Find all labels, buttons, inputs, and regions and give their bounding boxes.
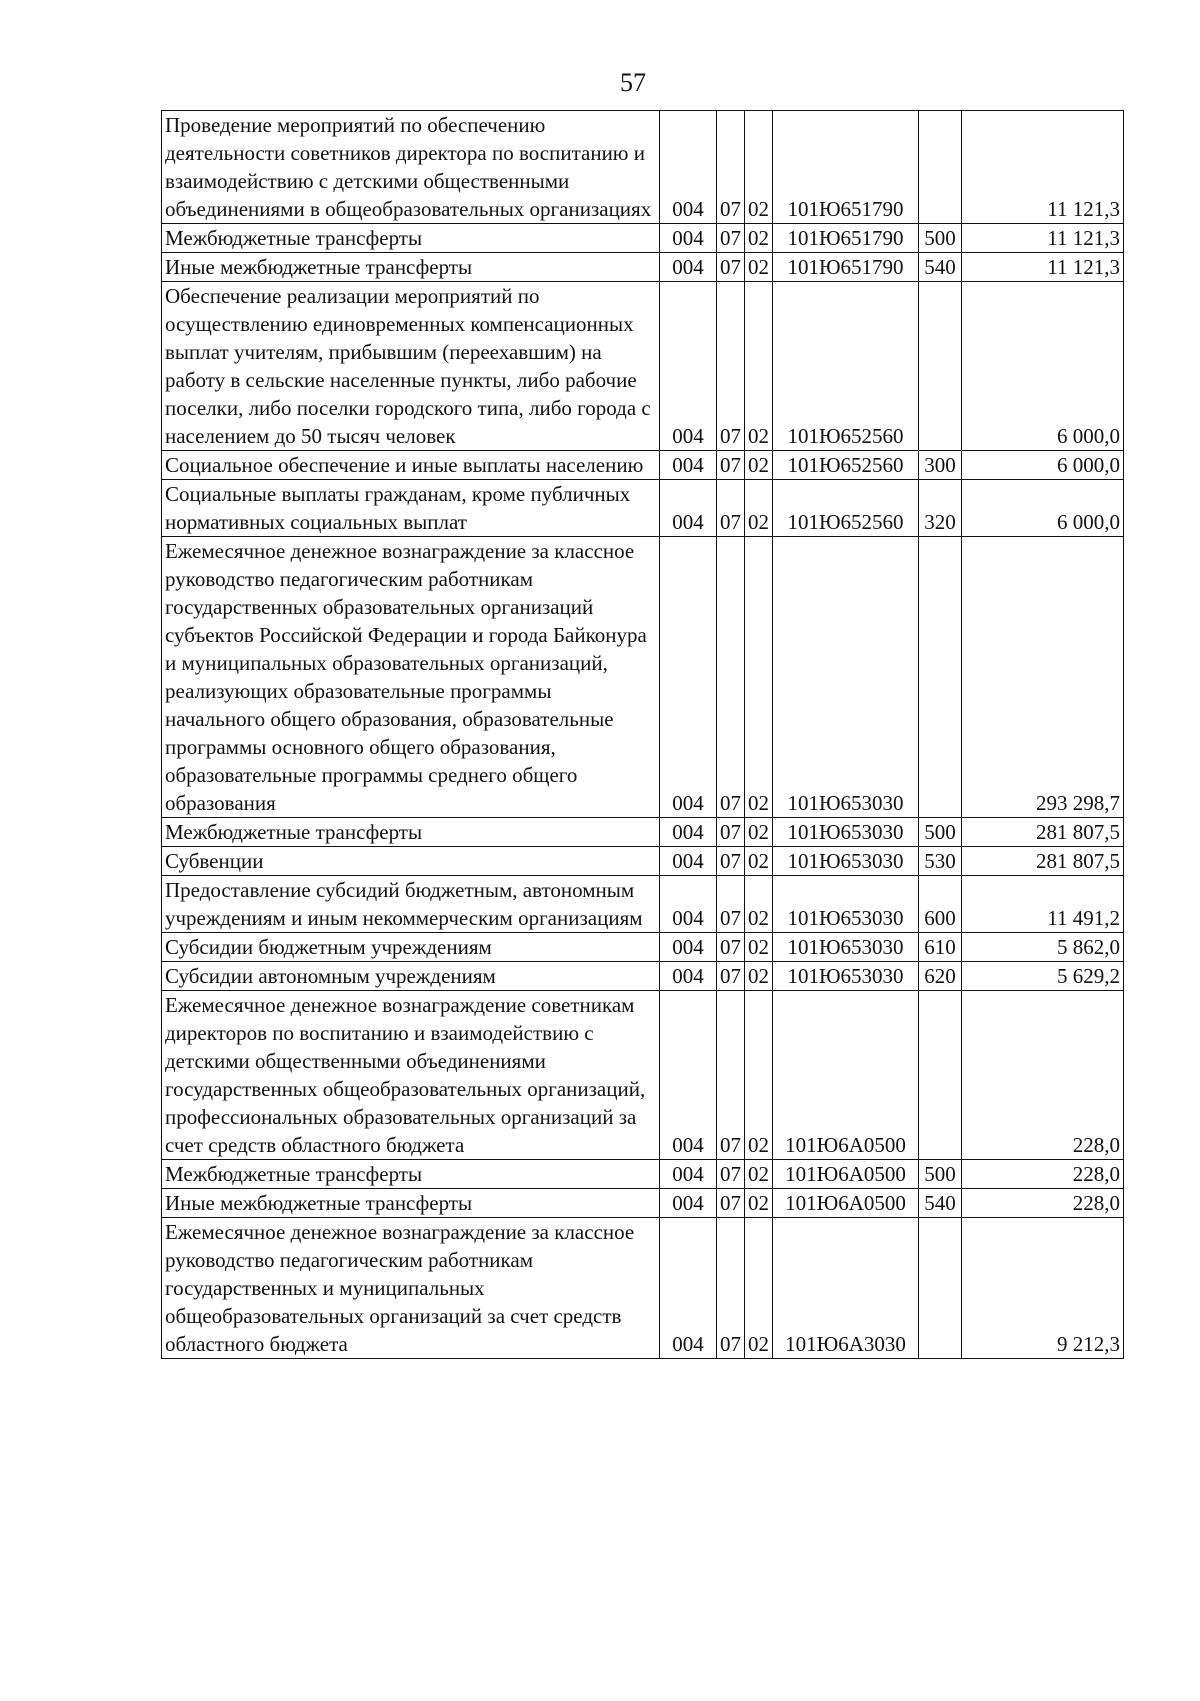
expense-type-code-cell: 540 <box>919 253 962 282</box>
target-article-code-cell: 101Ю653030 <box>773 847 919 876</box>
section-code-cell: 07 <box>717 451 745 480</box>
amount-cell: 11 491,2 <box>962 876 1124 933</box>
section-code-cell: 07 <box>717 991 745 1160</box>
subsection-code-cell: 02 <box>745 818 773 847</box>
section-code-cell: 07 <box>717 818 745 847</box>
expense-name-cell: Проведение мероприятий по обеспечению деятельности советников директора по воспитанию и взаимодействию с детскими общественными объединениями в общеобразовательных организациях <box>162 111 660 224</box>
table-row <box>162 991 1124 1160</box>
amount-cell: 6 000,0 <box>962 451 1124 480</box>
expense-type-code-cell <box>919 111 962 224</box>
table-row <box>162 1218 1124 1359</box>
expense-type-code-cell <box>919 1218 962 1359</box>
table-row <box>162 962 1124 991</box>
ministry-code-cell: 004 <box>660 962 717 991</box>
ministry-code-cell: 004 <box>660 1189 717 1218</box>
expense-type-code-cell: 300 <box>919 451 962 480</box>
expense-type-code-cell: 500 <box>919 818 962 847</box>
table-row <box>162 224 1124 253</box>
section-code-cell: 07 <box>717 962 745 991</box>
ministry-code-cell: 004 <box>660 282 717 451</box>
amount-cell: 11 121,3 <box>962 253 1124 282</box>
subsection-code-cell: 02 <box>745 1218 773 1359</box>
ministry-code-cell: 004 <box>660 111 717 224</box>
table-row <box>162 253 1124 282</box>
target-article-code-cell: 101Ю653030 <box>773 537 919 818</box>
expense-name-cell: Иные межбюджетные трансферты <box>162 1189 660 1218</box>
target-article-code-cell: 101Ю651790 <box>773 253 919 282</box>
ministry-code-cell: 004 <box>660 991 717 1160</box>
expense-type-code-cell: 610 <box>919 933 962 962</box>
target-article-code-cell: 101Ю651790 <box>773 111 919 224</box>
expense-name-cell: Иные межбюджетные трансферты <box>162 253 660 282</box>
table-row <box>162 451 1124 480</box>
expense-type-code-cell: 530 <box>919 847 962 876</box>
expense-type-code-cell <box>919 282 962 451</box>
table-row <box>162 282 1124 451</box>
subsection-code-cell: 02 <box>745 876 773 933</box>
budget-table <box>161 110 1124 1359</box>
amount-cell: 5 862,0 <box>962 933 1124 962</box>
ministry-code-cell: 004 <box>660 224 717 253</box>
section-code-cell: 07 <box>717 876 745 933</box>
ministry-code-cell: 004 <box>660 933 717 962</box>
expense-name-cell: Ежемесячное денежное вознаграждение советникам директоров по воспитанию и взаимодействию с детскими общественными объединениями государственных общеобразовательных организаций, профессиональных образовательных организаций за счет средств областного бюджета <box>162 991 660 1160</box>
target-article-code-cell: 101Ю6А0500 <box>773 1189 919 1218</box>
subsection-code-cell: 02 <box>745 933 773 962</box>
target-article-code-cell: 101Ю652560 <box>773 451 919 480</box>
target-article-code-cell: 101Ю653030 <box>773 876 919 933</box>
ministry-code-cell: 004 <box>660 818 717 847</box>
expense-name-cell: Субсидии автономным учреждениям <box>162 962 660 991</box>
subsection-code-cell: 02 <box>745 224 773 253</box>
target-article-code-cell: 101Ю653030 <box>773 933 919 962</box>
page-number: 57 <box>620 68 646 97</box>
expense-name-cell: Субсидии бюджетным учреждениям <box>162 933 660 962</box>
amount-cell: 228,0 <box>962 991 1124 1160</box>
ministry-code-cell: 004 <box>660 847 717 876</box>
ministry-code-cell: 004 <box>660 451 717 480</box>
amount-cell: 293 298,7 <box>962 537 1124 818</box>
ministry-code-cell: 004 <box>660 1160 717 1189</box>
target-article-code-cell: 101Ю651790 <box>773 224 919 253</box>
expense-name-cell: Ежемесячное денежное вознаграждение за классное руководство педагогическим работникам государственных и муниципальных общеобразовательных организаций за счет средств областного бюджета <box>162 1218 660 1359</box>
amount-cell: 5 629,2 <box>962 962 1124 991</box>
section-code-cell: 07 <box>717 1160 745 1189</box>
subsection-code-cell: 02 <box>745 1189 773 1218</box>
subsection-code-cell: 02 <box>745 991 773 1160</box>
table-row <box>162 933 1124 962</box>
amount-cell: 228,0 <box>962 1160 1124 1189</box>
amount-cell: 228,0 <box>962 1189 1124 1218</box>
amount-cell: 11 121,3 <box>962 224 1124 253</box>
expense-name-cell: Обеспечение реализации мероприятий по осуществлению единовременных компенсационных выплат учителям, прибывшим (переехавшим) на работу в сельские населенные пункты, либо рабочие поселки, либо поселки городского типа, либо города с населением до 50 тысяч человек <box>162 282 660 451</box>
subsection-code-cell: 02 <box>745 451 773 480</box>
amount-cell: 9 212,3 <box>962 1218 1124 1359</box>
amount-cell: 6 000,0 <box>962 480 1124 537</box>
subsection-code-cell: 02 <box>745 111 773 224</box>
section-code-cell: 07 <box>717 480 745 537</box>
expense-type-code-cell: 320 <box>919 480 962 537</box>
subsection-code-cell: 02 <box>745 253 773 282</box>
expense-type-code-cell: 500 <box>919 224 962 253</box>
expense-name-cell: Предоставление субсидий бюджетным, автономным учреждениям и иным некоммерческим организациям <box>162 876 660 933</box>
expense-type-code-cell: 600 <box>919 876 962 933</box>
budget-table-body <box>162 111 1124 1359</box>
target-article-code-cell: 101Ю6А0500 <box>773 1160 919 1189</box>
subsection-code-cell: 02 <box>745 480 773 537</box>
target-article-code-cell: 101Ю652560 <box>773 282 919 451</box>
section-code-cell: 07 <box>717 1218 745 1359</box>
expense-type-code-cell: 500 <box>919 1160 962 1189</box>
subsection-code-cell: 02 <box>745 537 773 818</box>
expense-name-cell: Субвенции <box>162 847 660 876</box>
section-code-cell: 07 <box>717 1189 745 1218</box>
expense-name-cell: Межбюджетные трансферты <box>162 818 660 847</box>
section-code-cell: 07 <box>717 253 745 282</box>
target-article-code-cell: 101Ю6А0500 <box>773 991 919 1160</box>
section-code-cell: 07 <box>717 111 745 224</box>
ministry-code-cell: 004 <box>660 1218 717 1359</box>
expense-type-code-cell <box>919 991 962 1160</box>
table-row <box>162 1189 1124 1218</box>
table-row <box>162 111 1124 224</box>
subsection-code-cell: 02 <box>745 282 773 451</box>
ministry-code-cell: 004 <box>660 253 717 282</box>
amount-cell: 281 807,5 <box>962 847 1124 876</box>
table-row <box>162 847 1124 876</box>
expense-name-cell: Социальные выплаты гражданам, кроме публичных нормативных социальных выплат <box>162 480 660 537</box>
expense-name-cell: Межбюджетные трансферты <box>162 1160 660 1189</box>
amount-cell: 11 121,3 <box>962 111 1124 224</box>
expense-name-cell: Социальное обеспечение и иные выплаты населению <box>162 451 660 480</box>
expense-type-code-cell: 540 <box>919 1189 962 1218</box>
table-row <box>162 876 1124 933</box>
ministry-code-cell: 004 <box>660 537 717 818</box>
ministry-code-cell: 004 <box>660 876 717 933</box>
expense-type-code-cell: 620 <box>919 962 962 991</box>
target-article-code-cell: 101Ю652560 <box>773 480 919 537</box>
section-code-cell: 07 <box>717 933 745 962</box>
expense-name-cell: Межбюджетные трансферты <box>162 224 660 253</box>
section-code-cell: 07 <box>717 282 745 451</box>
target-article-code-cell: 101Ю653030 <box>773 962 919 991</box>
section-code-cell: 07 <box>717 537 745 818</box>
amount-cell: 281 807,5 <box>962 818 1124 847</box>
table-row <box>162 1160 1124 1189</box>
target-article-code-cell: 101Ю653030 <box>773 818 919 847</box>
table-row <box>162 818 1124 847</box>
subsection-code-cell: 02 <box>745 962 773 991</box>
section-code-cell: 07 <box>717 847 745 876</box>
expense-type-code-cell <box>919 537 962 818</box>
section-code-cell: 07 <box>717 224 745 253</box>
expense-name-cell: Ежемесячное денежное вознаграждение за классное руководство педагогическим работникам государственных образовательных организаций субъектов Российской Федерации и города Байконура и муниципальных образовательных организаций, реализующих образовательные программы начального общего образования, образовательные программы основного общего образования, образовательные программы среднего общего образования <box>162 537 660 818</box>
subsection-code-cell: 02 <box>745 847 773 876</box>
subsection-code-cell: 02 <box>745 1160 773 1189</box>
target-article-code-cell: 101Ю6А3030 <box>773 1218 919 1359</box>
table-row <box>162 480 1124 537</box>
amount-cell: 6 000,0 <box>962 282 1124 451</box>
table-row <box>162 537 1124 818</box>
ministry-code-cell: 004 <box>660 480 717 537</box>
